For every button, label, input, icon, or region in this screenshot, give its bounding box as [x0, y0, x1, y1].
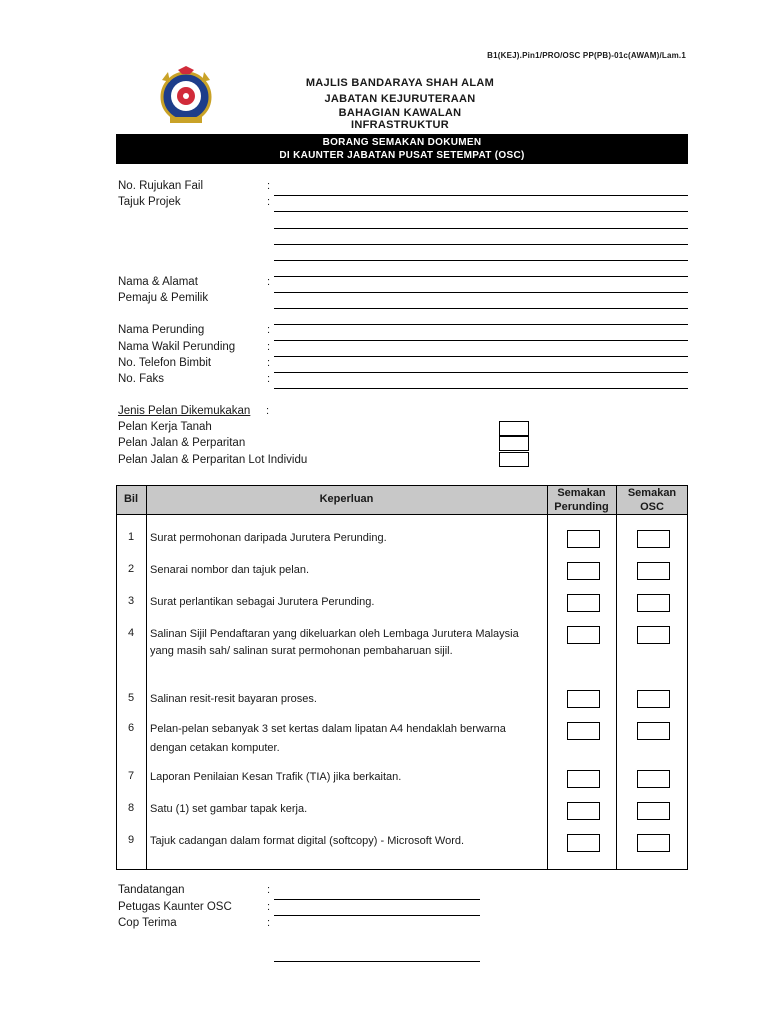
osc-checkbox[interactable]: [637, 594, 670, 612]
row-number: 6: [127, 722, 135, 734]
plan-option-label: Pelan Jalan & Perparitan: [118, 437, 246, 449]
row-number: 3: [127, 595, 135, 607]
osc-checkbox[interactable]: [637, 770, 670, 788]
osc-checkbox[interactable]: [637, 834, 670, 852]
osc-checkbox[interactable]: [637, 690, 670, 708]
field-petugas[interactable]: [274, 915, 480, 916]
requirement-text: Senarai nombor dan tajuk pelan.: [150, 564, 309, 576]
osc-checkbox[interactable]: [637, 562, 670, 580]
field-tajuk-line3[interactable]: [274, 244, 688, 245]
department-name: JABATAN KEJURUTERAAN: [324, 93, 476, 105]
header-semakan-perunding-line1: Semakan: [557, 487, 606, 499]
field-tandatangan[interactable]: [274, 899, 480, 900]
requirement-text: Surat perlantikan sebagai Jurutera Perunding.: [150, 596, 375, 608]
colon: :: [267, 373, 271, 385]
perunding-checkbox[interactable]: [567, 594, 600, 612]
header-bil: Bil: [123, 493, 139, 505]
field-faks-line2[interactable]: [274, 388, 688, 389]
field-perunding[interactable]: [274, 324, 688, 325]
colon: :: [267, 276, 271, 288]
field-faks-line1[interactable]: [274, 372, 688, 373]
label-cop-terima: Cop Terima: [118, 917, 177, 929]
header-semakan-osc-line1: Semakan: [627, 487, 677, 499]
label-telefon: No. Telefon Bimbit: [118, 357, 212, 369]
requirement-text: Salinan Sijil Pendaftaran yang dikeluarkan oleh Lembaga Jurutera Malaysia yang masih sah/ salinan surat permohonan pembaharuan sijil.: [150, 628, 519, 657]
requirement-text: Surat permohonan daripada Jurutera Perunding.: [150, 532, 387, 544]
row-number: 9: [127, 834, 135, 846]
perunding-checkbox[interactable]: [567, 562, 600, 580]
label-wakil: Nama Wakil Perunding: [118, 341, 236, 353]
perunding-checkbox[interactable]: [567, 802, 600, 820]
colon: :: [267, 196, 271, 208]
plan-option-label: Pelan Kerja Tanah: [118, 421, 212, 433]
requirement-text: Tajuk cadangan dalam format digital (softcopy) - Microsoft Word.: [150, 835, 465, 847]
perunding-checkbox[interactable]: [567, 770, 600, 788]
osc-checkbox[interactable]: [637, 802, 670, 820]
field-rujukan[interactable]: [274, 195, 688, 196]
row-number: 1: [127, 531, 135, 543]
label-pemaju: Pemaju & Pemilik: [118, 292, 209, 304]
colon: :: [267, 357, 271, 369]
label-nama-alamat: Nama & Alamat: [118, 276, 198, 288]
label-petugas: Petugas Kaunter OSC: [118, 901, 232, 913]
colon: :: [267, 917, 271, 929]
field-wakil[interactable]: [274, 340, 688, 341]
form-title-bar: [116, 134, 688, 164]
colon: :: [267, 901, 271, 913]
field-alamat-line1[interactable]: [274, 276, 688, 277]
field-telefon[interactable]: [274, 356, 688, 357]
plan-option-checkbox[interactable]: [499, 436, 529, 451]
colon: :: [266, 405, 270, 417]
column-divider: [146, 485, 147, 870]
column-divider: [547, 485, 548, 870]
perunding-checkbox[interactable]: [567, 834, 600, 852]
council-crest-logo: [156, 66, 216, 126]
field-alamat-line3[interactable]: [274, 308, 688, 309]
field-tajuk-line1[interactable]: [274, 211, 688, 212]
osc-checkbox[interactable]: [637, 626, 670, 644]
perunding-checkbox[interactable]: [567, 626, 600, 644]
row-number: 4: [127, 627, 135, 639]
perunding-checkbox[interactable]: [567, 690, 600, 708]
column-divider: [616, 485, 617, 870]
colon: :: [267, 884, 271, 896]
label-rujukan: No. Rujukan Fail: [118, 180, 204, 192]
perunding-checkbox[interactable]: [567, 722, 600, 740]
field-tajuk-line2[interactable]: [274, 228, 688, 229]
header-semakan-perunding: [547, 486, 616, 514]
requirement-text: Satu (1) set gambar tapak kerja.: [150, 803, 308, 815]
plan-type-heading: Jenis Pelan Dikemukakan: [118, 405, 251, 417]
org-name: MAJLIS BANDARAYA SHAH ALAM: [305, 77, 495, 89]
reference-code: B1(KEJ).Pin1/PRO/OSC PP(PB)-01c(AWAM)/Lam.1: [487, 51, 686, 60]
row-number: 5: [127, 692, 135, 704]
field-alamat-line2[interactable]: [274, 292, 688, 293]
division-name: BAHAGIAN KAWALAN INFRASTRUKTUR: [338, 107, 462, 131]
colon: :: [267, 324, 271, 336]
osc-checkbox[interactable]: [637, 530, 670, 548]
requirement-text: Pelan-pelan sebanyak 3 set kertas dalam lipatan A4 hendaklah berwarna dengan cetakan komputer.: [150, 723, 506, 754]
plan-option-label: Pelan Jalan & Perparitan Lot Individu: [118, 454, 308, 466]
header-semakan-perunding-line2: Perunding: [554, 501, 609, 513]
osc-checkbox[interactable]: [637, 722, 670, 740]
field-cop-terima[interactable]: [274, 961, 480, 962]
perunding-checkbox[interactable]: [567, 530, 600, 548]
colon: :: [267, 341, 271, 353]
requirement-text: Salinan resit-resit bayaran proses.: [150, 693, 317, 705]
row-number: 7: [127, 770, 135, 782]
label-perunding: Nama Perunding: [118, 324, 205, 336]
row-number: 8: [127, 802, 135, 814]
form-title-line2: DI KAUNTER JABATAN PUSAT SETEMPAT (OSC): [279, 150, 525, 161]
label-tandatangan: Tandatangan: [118, 884, 185, 896]
row-number: 2: [127, 563, 135, 575]
label-tajuk: Tajuk Projek: [118, 196, 181, 208]
form-title-line1: BORANG SEMAKAN DOKUMEN: [322, 137, 482, 148]
field-tajuk-line4[interactable]: [274, 260, 688, 261]
header-semakan-osc: [616, 486, 688, 514]
header-semakan-osc-line2: OSC: [640, 501, 664, 513]
requirement-text: Laporan Penilaian Kesan Trafik (TIA) jika berkaitan.: [150, 771, 402, 783]
plan-option-checkbox[interactable]: [499, 421, 529, 436]
plan-option-checkbox[interactable]: [499, 452, 529, 467]
label-faks: No. Faks: [118, 373, 165, 385]
colon: :: [267, 180, 271, 192]
header-keperluan: Keperluan: [319, 493, 374, 505]
